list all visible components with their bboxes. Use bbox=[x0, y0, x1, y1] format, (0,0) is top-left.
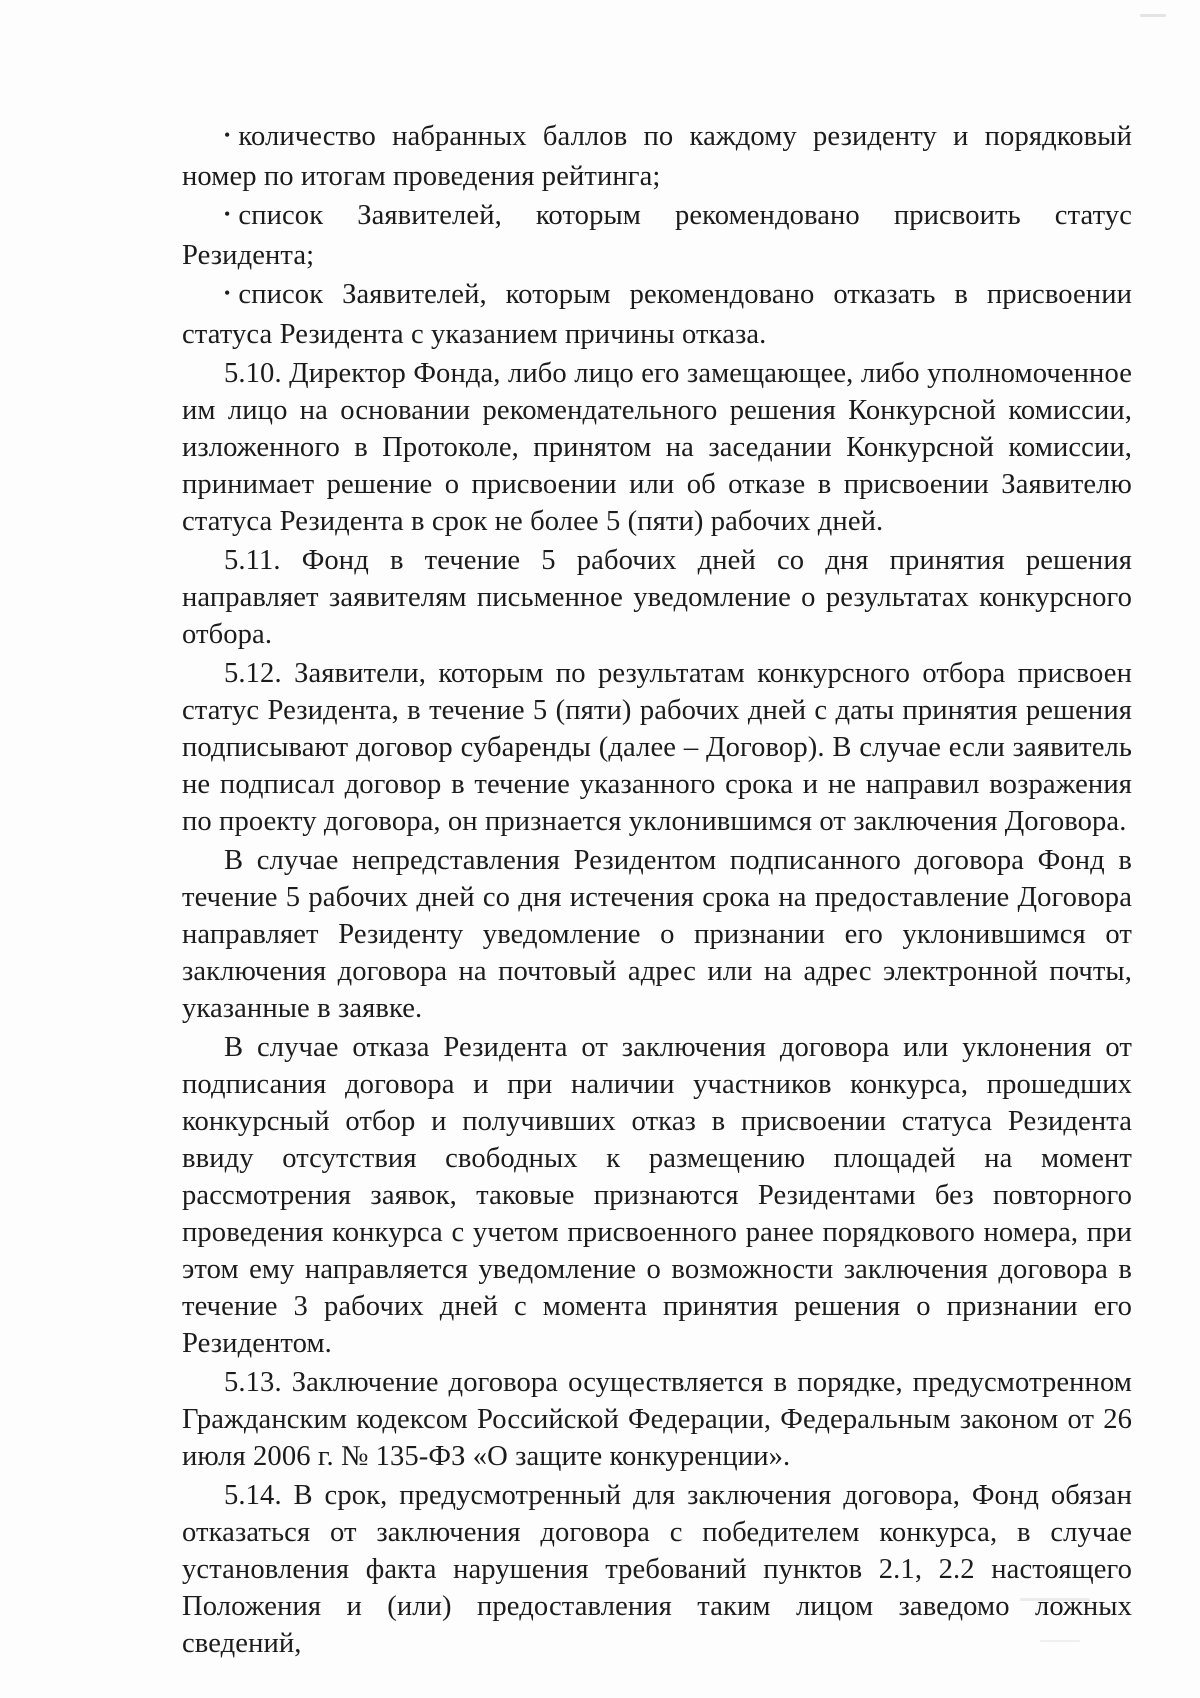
bullet-icon: • bbox=[224, 204, 231, 224]
bullet-item bbox=[182, 118, 1132, 195]
bullet-text: список Заявителей, которым рекомендовано отказать в присвоении статуса Резидента с указанием причины отказа. bbox=[182, 279, 1132, 350]
paragraph-5-10: 5.10. Директор Фонда, либо лицо его замещающее, либо уполномоченное им лицо на основании рекомендательного решения Конкурсной комиссии, изложенного в Протоколе, принятом на заседании Конкурсной комиссии, принимает решение о присвоении или об отказе в присвоении Заявителю статуса Резидента в срок не более 5 (пяти) рабочих дней. bbox=[182, 358, 1132, 537]
document-body bbox=[182, 118, 1132, 1664]
paragraph-non-submission: В случае непредставления Резидентом подписанного договора Фонд в течение 5 рабочих дней со дня истечения срока на предоставление Договора направляет Резиденту уведомление о признании его уклонившимся от заключения договора на почтовый адрес или на адрес электронной почты, указанные в заявке. bbox=[182, 845, 1132, 1024]
paragraph-5-11: 5.11. Фонд в течение 5 рабочих дней со дня принятия решения направляет заявителям письменное уведомление о результатах конкурсного отбора. bbox=[182, 545, 1132, 650]
paragraph-5-14: 5.14. В срок, предусмотренный для заключения договора, Фонд обязан отказаться от заключения договора с победителем конкурса, в случае установления факта нарушения требований пунктов 2.1, 2.2 настоящего Положения и (или) предоставления таким лицом заведомо ложных сведений, bbox=[182, 1480, 1132, 1659]
paragraph-refusal: В случае отказа Резидента от заключения договора или уклонения от подписания договора и при наличии участников конкурса, прошедших конкурсный отбор и получивших отказ в присвоении статуса Резидента ввиду отсутствия свободных к размещению площадей на момент рассмотрения заявок, таковые признаются Резидентами без повторного проведения конкурса с учетом присвоенного ранее порядкового номера, при этом ему направляется уведомление о возможности заключения договора в течение 3 рабочих дней с момента принятия решения о признании его Резидентом. bbox=[182, 1032, 1132, 1359]
bullet-text: список Заявителей, которым рекомендовано присвоить статус Резидента; bbox=[182, 200, 1132, 271]
paragraph-5-13: 5.13. Заключение договора осуществляется в порядке, предусмотренном Гражданским кодексом Российской Федерации, Федеральным законом от 26 июля 2006 г. № 135-ФЗ «О защите конкуренции». bbox=[182, 1367, 1132, 1472]
paragraph-5-12: 5.12. Заявители, которым по результатам конкурсного отбора присвоен статус Резидента, в течение 5 (пяти) рабочих дней с даты принятия решения подписывают договор субаренды (далее – Договор). В случае если заявитель не подписал договор в течение указанного срока и не направил возражения по проекту договора, он признается уклонившимся от заключения Договора. bbox=[182, 658, 1132, 837]
bullet-icon: • bbox=[224, 125, 231, 145]
scan-artifact bbox=[1140, 14, 1166, 17]
bullet-text: количество набранных баллов по каждому резиденту и порядковый номер по итогам проведения рейтинга; bbox=[182, 121, 1132, 192]
bullet-item bbox=[182, 197, 1132, 274]
bullet-icon: • bbox=[224, 283, 231, 303]
bullet-item bbox=[182, 276, 1132, 353]
